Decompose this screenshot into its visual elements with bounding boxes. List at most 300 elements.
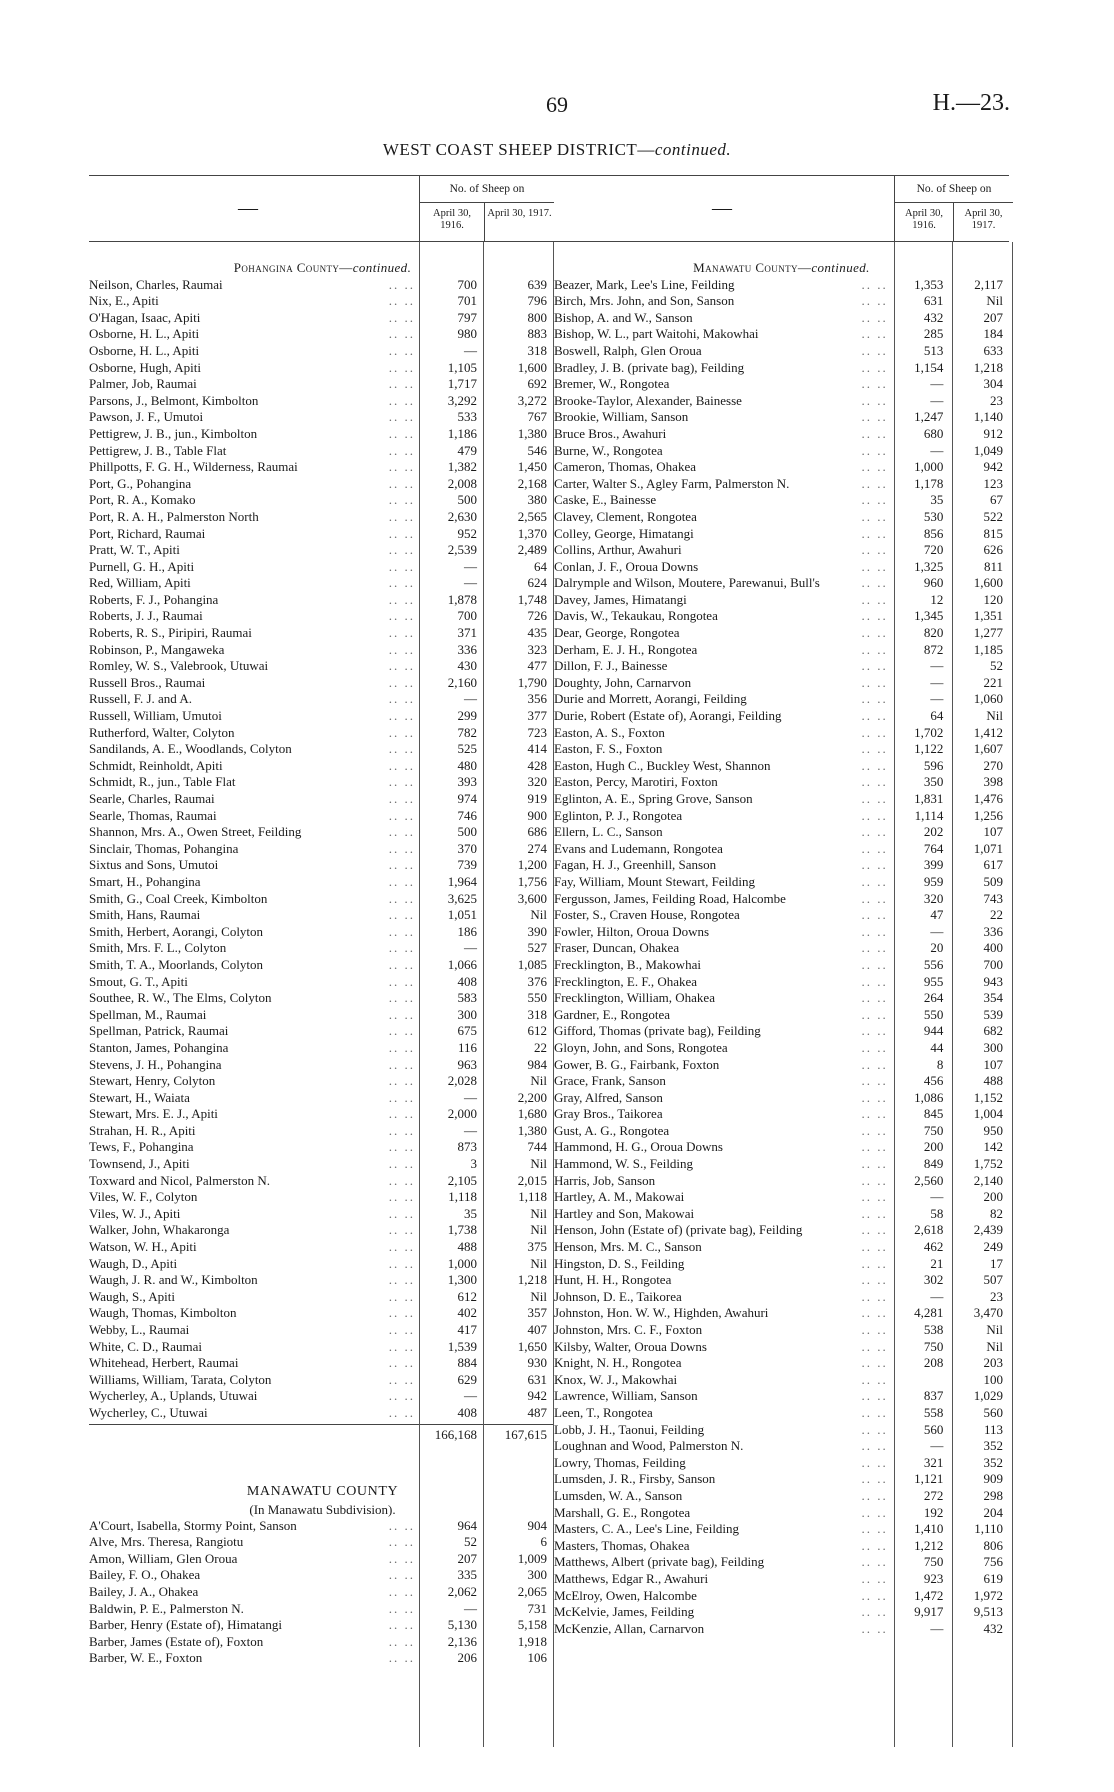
owner-name [554,559,892,576]
table-row [89,409,556,426]
owner-name [554,1422,892,1439]
sheep-1916: 837 [923,1388,944,1404]
owner-name-text: Lobb, J. H., Taonui, Feilding [554,1421,705,1437]
sheep-1916: 746 [457,807,477,823]
table-row [554,509,1009,526]
sheep-1917: 1,029 [973,1388,1004,1404]
sheep-1916: — [464,1388,477,1404]
owner-name [554,1405,892,1422]
sheep-1916: 1,831 [914,791,944,806]
leader-dots: .. .. [861,525,888,541]
table-row [554,940,1009,957]
leader-dots: .. .. [861,824,888,840]
table-row [554,1621,1009,1638]
table-row [89,957,556,974]
sheep-1916: 408 [457,1404,477,1420]
owner-name-text: Watson, W. H., Apiti [89,1239,197,1255]
sheep-1917: 487 [527,1404,547,1420]
owner-name [89,592,419,609]
owner-name [89,974,419,991]
owner-name [89,1040,419,1057]
sheep-1917: 744 [527,1139,547,1155]
owner-name [89,1156,419,1173]
sheep-1916: 12 [930,591,944,607]
table-row [554,592,1009,609]
leader-dots: .. .. [388,907,415,923]
owner-name [554,608,892,625]
leader-dots: .. .. [388,608,415,624]
owner-name-text: Gray, Alfred, Sanson [554,1089,663,1105]
sheep-1917: 726 [527,608,547,624]
leader-dots: .. .. [861,840,888,856]
sheep-1916: 1,247 [914,409,944,425]
leader-dots: .. .. [388,807,415,823]
sheep-1917: 17 [990,1255,1004,1271]
owner-name [89,1272,419,1289]
table-row [554,360,1009,377]
owner-name-text: Davis, W., Tekaukau, Rongotea [554,608,718,624]
sheep-1917: 1,256 [973,807,1004,823]
right-col-rule-1 [894,242,895,1747]
table-row [554,409,1009,426]
owner-name-text: Lumsden, W. A., Sanson [554,1487,683,1503]
table-row [554,1139,1009,1156]
sheep-1917: 507 [983,1272,1004,1288]
left-section-gap [89,1445,556,1483]
sheep-1916: 556 [923,956,944,972]
sheep-1916: 1,051 [447,907,477,923]
owner-name [554,277,892,294]
owner-name [89,1567,419,1584]
sheep-1916: 336 [457,641,477,657]
owner-name [89,1339,419,1356]
owner-name-text: Bremer, W., Rongotea [554,376,670,392]
owner-name-text: Pawson, J. F., Umutoi [89,409,204,425]
table-row [554,1007,1009,1024]
sheep-1916: 186 [457,923,477,939]
table-row [89,1584,556,1601]
sheep-1916: 456 [923,1073,944,1089]
owner-name-text: Conlan, J. F., Oroua Downs [554,558,699,574]
right-col-rule-2 [952,242,953,1747]
owner-name [89,1551,419,1568]
leader-dots: .. .. [388,1023,415,1039]
sheep-1916: 200 [923,1139,944,1155]
sheep-1916: — [464,1122,477,1138]
leader-dots: .. .. [861,774,888,790]
sheep-1917: 414 [527,741,547,757]
owner-name-text: Dear, George, Rongotea [554,625,680,641]
table-row [554,891,1009,908]
owner-name-text: Williams, William, Tarata, Colyton [89,1371,272,1387]
sheep-1916: 488 [457,1239,477,1255]
leader-dots: .. .. [388,1404,415,1420]
sheep-1917: 984 [527,1056,547,1072]
leader-dots: .. .. [861,1288,888,1304]
leader-dots: .. .. [388,525,415,541]
sheep-1916: 820 [923,625,944,641]
leader-dots: .. .. [388,392,415,408]
sheep-1917: 1,277 [973,625,1004,641]
owner-name [89,509,419,526]
sheep-1917: 2,140 [973,1172,1004,1188]
leader-dots: .. .. [388,1222,415,1238]
owner-name-text: Barber, Henry (Estate of), Himatangi [89,1617,282,1633]
sheep-1916 [892,1372,950,1389]
sheep-1917: 560 [983,1404,1004,1420]
owner-name [89,1222,419,1239]
table-row [554,1422,1009,1439]
leader-dots: .. .. [388,774,415,790]
owner-name-text: Fagan, H. J., Greenhill, Sanson [554,857,717,873]
owner-name-text: O'Hagan, Isaac, Apiti [89,309,201,325]
leader-dots: .. .. [388,1583,415,1599]
owner-name-text: Evans and Ludemann, Rongotea [554,840,723,856]
table-row [89,1256,556,1273]
sheep-1916: 1,154 [914,359,944,375]
owner-name-text: Port, Richard, Raumai [89,525,206,541]
sheep-1916: 596 [923,757,944,773]
leader-dots: .. .. [861,542,888,558]
table-row [89,1106,556,1123]
sheep-1916: 2,630 [447,508,477,524]
owner-name-text: Barber, James (Estate of), Foxton [89,1633,264,1649]
owner-name [554,592,892,609]
owner-name [89,293,419,310]
owner-name [554,857,892,874]
leader-dots: .. .. [861,1404,888,1420]
table-row [89,1355,556,1372]
owner-name [89,409,419,426]
owner-name-text: Gifford, Thomas (private bag), Feilding [554,1023,761,1039]
sheep-1916: 720 [923,542,944,558]
sheep-1917: 304 [983,376,1004,392]
table-row [89,1650,556,1667]
owner-name-text: Spellman, M., Raumai [89,1006,207,1022]
owner-name-text: Osborne, H. L., Apiti [89,342,200,358]
leader-dots: .. .. [388,890,415,906]
sheep-1917: Nil [530,907,547,923]
table-row [554,1355,1009,1372]
table-row [554,1289,1009,1306]
owner-name [554,1455,892,1472]
sheep-1916: 1,472 [914,1587,944,1603]
sheep-1916: 20 [930,940,944,956]
owner-name [554,376,892,393]
owner-name-text: Frecklington, E. F., Ohakea [554,973,698,989]
leader-dots: .. .. [861,1222,888,1238]
owner-name-text: Roberts, R. S., Piripiri, Raumai [89,625,252,641]
table-row [554,1123,1009,1140]
sheep-1916: 479 [457,442,477,458]
owner-name [554,575,892,592]
sheep-1916: 417 [457,1322,477,1337]
left-table-body [89,242,556,1667]
sheep-1917: 1,756 [517,873,547,889]
left-section2-heading: MANAWATU COUNTY [246,1483,399,1499]
table-row [554,1206,1009,1223]
sheep-1917: 207 [983,309,1004,325]
owner-name-text: Lawrence, William, Sanson [554,1388,698,1404]
owner-name-text: Easton, A. S., Foxton [554,724,665,740]
sheep-1916: 764 [923,840,944,856]
owner-name-text: McKenzie, Allan, Carnarvon [554,1620,705,1636]
owner-name [554,957,892,974]
owner-name-text: Cameron, Thomas, Ohakea [554,459,696,475]
owner-name-text: Colley, George, Himatangi [554,525,694,541]
sheep-1916: 980 [457,326,477,342]
sheep-1917: 943 [983,973,1004,989]
table-row [89,642,556,659]
table-row [554,1272,1009,1289]
leader-dots: .. .. [388,326,415,342]
sheep-1916: — [930,674,944,690]
leader-dots: .. .. [861,376,888,392]
sheep-1917: 1,680 [517,1106,547,1122]
leader-dots: .. .. [388,840,415,856]
leader-dots: .. .. [388,425,415,441]
left-header-col2: April 30, 1917. [484,203,554,241]
sheep-1916: 3,625 [447,890,477,906]
page-title-suffix: continued. [654,140,732,159]
sheep-1916: 1,702 [914,724,944,740]
leader-dots: .. .. [388,956,415,972]
table-row [554,990,1009,1007]
leader-dots: .. .. [388,1006,415,1022]
leader-dots: .. .. [861,1056,888,1072]
sheep-1916: — [930,1288,944,1304]
table-row [554,1505,1009,1522]
leader-dots: .. .. [388,1355,415,1371]
leader-dots: .. .. [388,1371,415,1387]
sheep-1917: Nil [530,1222,547,1238]
owner-name-text: Baldwin, P. E., Palmerston N. [89,1600,244,1616]
table-row [554,1372,1009,1389]
table-row [554,658,1009,675]
leader-dots: .. .. [388,591,415,607]
leader-dots: .. .. [388,1106,415,1122]
sheep-1917: 1,370 [517,525,547,541]
owner-name [89,1305,419,1322]
owner-name-text: Schmidt, R., jun., Table Flat [89,774,236,790]
owner-name [554,459,892,476]
sheep-1917: 800 [527,309,547,325]
table-row [89,774,556,791]
owner-name [554,1173,892,1190]
owner-name [89,824,419,841]
owner-name-text: Townsend, J., Apiti [89,1156,190,1172]
sheep-1916: 558 [923,1404,944,1420]
sheep-1917: 1,004 [973,1106,1004,1122]
owner-name-text: Port, R. A., Komako [89,492,196,508]
sheep-1917: 203 [983,1355,1004,1371]
owner-name [89,924,419,941]
owner-name [554,1339,892,1356]
owner-name-text: Durie, Robert (Estate of), Aorangi, Feilding [554,708,782,724]
owner-name-text: Bailey, J. A., Ohakea [89,1583,199,1599]
table-row [89,1634,556,1651]
owner-name [89,1584,419,1601]
owner-name-text: Burne, W., Rongotea [554,442,663,458]
sheep-1917: 204 [983,1504,1004,1520]
sheep-1916: 1,000 [914,459,944,475]
sheep-1917: 942 [527,1388,547,1404]
sheep-1917: 2,015 [517,1172,547,1188]
leader-dots: .. .. [861,674,888,690]
owner-name-text: Matthews, Edgar R., Awahuri [554,1570,709,1586]
leader-dots: .. .. [388,276,415,292]
sheep-1916: 4,281 [914,1305,944,1321]
sheep-1917: 546 [527,442,547,458]
right-header-group [894,176,1013,241]
leader-dots: .. .. [861,492,888,508]
owner-name [89,426,419,443]
sheep-1916: 959 [923,873,944,889]
sheep-1917: 2,065 [517,1583,547,1599]
leader-dots: .. .. [388,309,415,325]
sheep-1917: Nil [530,1255,547,1271]
sheep-1917: 731 [527,1600,547,1616]
leader-dots: .. .. [861,741,888,757]
owner-name-text: Port, R. A. H., Palmerston North [89,508,259,524]
sheep-1917: 612 [527,1023,547,1039]
owner-name [89,874,419,891]
sheep-1917: 756 [983,1554,1004,1570]
table-row [554,1455,1009,1472]
owner-name [554,1604,892,1621]
owner-name [89,310,419,327]
table-row [89,725,556,742]
owner-name [89,1007,419,1024]
table-row [554,1222,1009,1239]
sheep-1916: 952 [457,525,477,541]
owner-name-text: Whitehead, Herbert, Raumai [89,1355,239,1371]
leader-dots: .. .. [861,425,888,441]
owner-name [89,841,419,858]
leader-dots: .. .. [861,591,888,607]
table-row [554,293,1009,310]
sheep-1917: 1,752 [973,1156,1004,1172]
table-row [554,708,1009,725]
sheep-1917: 106 [527,1650,547,1666]
sheep-1917: 1,060 [973,691,1004,707]
owner-name [89,758,419,775]
owner-name [89,393,419,410]
leader-dots: .. .. [861,1156,888,1172]
leader-dots: .. .. [388,508,415,524]
owner-name-text: Russell, William, Umutoi [89,708,222,724]
sheep-1917: 352 [983,1454,1004,1470]
owner-name-text: Knight, N. H., Rongotea [554,1355,682,1371]
leader-dots: .. .. [861,1504,888,1520]
owner-name-text: Bailey, F. O., Ohakea [89,1567,201,1583]
table-row [554,808,1009,825]
owner-name-text: Russell, F. J. and A. [89,691,192,707]
owner-name [554,426,892,443]
owner-name-text: Schmidt, Reinholdt, Apiti [89,757,223,773]
table-row [89,874,556,891]
leader-dots: .. .. [388,376,415,392]
sheep-1917: 390 [527,923,547,939]
sheep-1916: 272 [923,1487,944,1503]
leader-dots: .. .. [388,1122,415,1138]
sheep-1917: 435 [527,625,547,641]
sheep-1916: 1,186 [447,425,477,441]
owner-name-text: Lowry, Thomas, Feilding [554,1454,686,1470]
sheep-1917: 1,600 [973,575,1004,591]
owner-name-text: Hammond, H. G., Oroua Downs [554,1139,723,1155]
owner-name-text: Easton, F. S., Foxton [554,741,663,757]
owner-name [89,1518,419,1535]
table-row [89,326,556,343]
sheep-1916: 923 [923,1570,944,1586]
table-row [89,990,556,1007]
sheep-1916: 963 [457,1056,477,1072]
sheep-1916: 2,000 [447,1106,477,1122]
owner-name-text: Fergusson, James, Feilding Road, Halcombe [554,890,786,906]
owner-name-text: Hunt, H. H., Rongotea [554,1272,672,1288]
leader-dots: .. .. [388,741,415,757]
table-row [554,1471,1009,1488]
table-row [89,1339,556,1356]
owner-name-text: Masters, Thomas, Ohakea [554,1537,690,1553]
sheep-1917: 113 [983,1421,1004,1437]
owner-name [89,774,419,791]
table-row [554,1388,1009,1405]
sheep-1917: 2,117 [974,276,1004,292]
table-row [554,1189,1009,1206]
leader-dots: .. .. [861,1471,888,1487]
table-row [554,1239,1009,1256]
left-table-header [89,175,556,242]
owner-name [89,492,419,509]
leader-dots: .. .. [861,1454,888,1470]
leader-dots: .. .. [861,459,888,475]
leader-dots: .. .. [388,1205,415,1221]
sheep-1916: 845 [923,1106,944,1122]
table-row [554,625,1009,642]
sheep-1916: 1,178 [914,475,944,491]
left-section-heading [89,260,556,277]
leader-dots: .. .. [388,1272,415,1288]
table-row [89,741,556,758]
table-row [554,459,1009,476]
sheep-1917: 318 [527,342,547,358]
sheep-1916: 1,066 [447,956,477,972]
page-title-main: WEST COAST SHEEP DISTRICT— [382,140,655,159]
table-row [89,841,556,858]
owner-name [89,708,419,725]
sheep-1916: 1,118 [448,1189,477,1205]
leader-dots: .. .. [861,1106,888,1122]
sheep-1916: 849 [923,1156,944,1172]
owner-name [89,1123,419,1140]
table-row [89,1534,556,1551]
table-row [89,891,556,908]
sheep-1916: — [464,342,477,358]
table-row [89,608,556,625]
owner-name-text: Red, William, Apiti [89,575,191,591]
owner-name-text: Shannon, Mrs. A., Owen Street, Feilding [89,824,302,840]
sheep-1916: 782 [457,724,477,740]
sheep-1916: 430 [457,658,477,674]
owner-name [554,924,892,941]
leader-dots: .. .. [861,1073,888,1089]
table-row [554,1090,1009,1107]
sheep-1916: 1,105 [447,359,477,375]
table-row [89,1272,556,1289]
leader-dots: .. .. [861,276,888,292]
